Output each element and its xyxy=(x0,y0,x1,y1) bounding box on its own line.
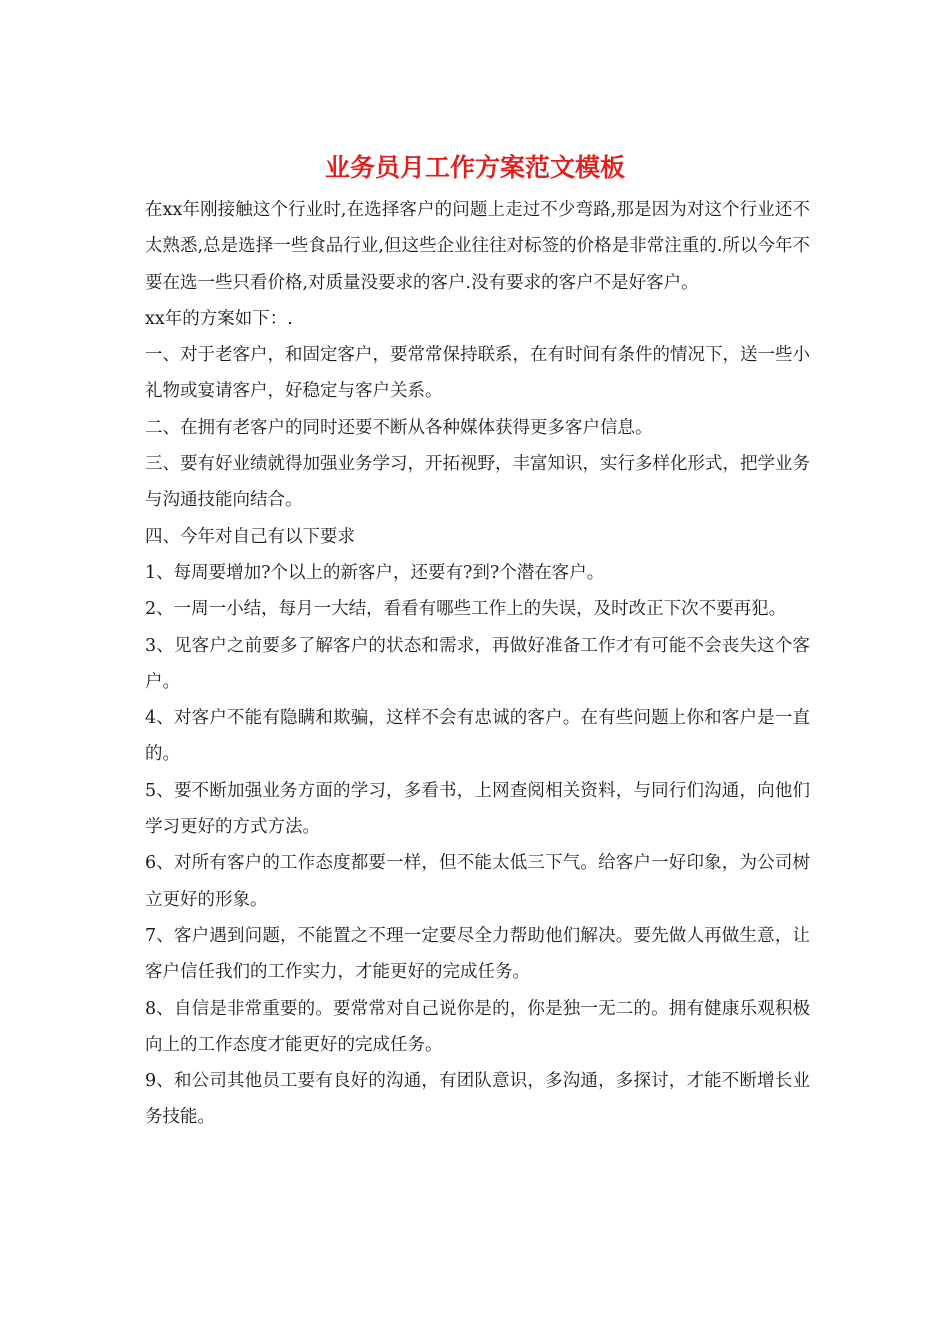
plan-item-3: 三、要有好业绩就得加强业务学习，开拓视野，丰富知识，实行多样化形式，把学业务与沟通技能向结合。 xyxy=(145,454,810,511)
plan-item-4: 四、今年对自己有以下要求 xyxy=(145,526,355,547)
requirement-7: 7、客户遇到问题，不能置之不理一定要尽全力帮助他们解决。要先做人再做生意，让客户信任我们的工作实力，才能更好的完成任务。 xyxy=(145,925,810,983)
requirement-6: 6、对所有客户的工作态度都要一样，但不能太低三下气。给客户一好印象，为公司树立更好的形象。 xyxy=(145,853,810,910)
requirement-2: 2、一周一小结，每月一大结，看看有哪些工作上的失误，及时改正下次不要再犯。 xyxy=(145,599,787,620)
document-body xyxy=(145,192,810,1136)
plan-heading: xx年的方案如下：. xyxy=(145,308,293,329)
intro-paragraph: 在xx年刚接触这个行业时,在选择客户的问题上走过不少弯路,那是因为对这个行业还不太熟悉,总是选择一些食品行业,但这些企业往往对标签的价格是非常注重的.所以今年不要在选一些只看价格,对质量没要求的客户.没有要求的客户不是好客户。 xyxy=(145,200,810,293)
document-title: 业务员月工作方案范文模板 xyxy=(324,153,625,182)
requirement-8: 8、自信是非常重要的。要常常对自己说你是的，你是独一无二的。拥有健康乐观积极向上的工作态度才能更好的完成任务。 xyxy=(145,998,810,1055)
plan-item-2: 二、在拥有老客户的同时还要不断从各种媒体获得更多客户信息。 xyxy=(145,417,653,438)
requirement-4: 4、对客户不能有隐瞒和欺骗，这样不会有忠诚的客户。在有些问题上你和客户是一直的。 xyxy=(145,708,810,765)
plan-item-1: 一、对于老客户，和固定客户，要常常保持联系，在有时间有条件的情况下，送一些小礼物或宴请客户，好稳定与客户关系。 xyxy=(145,345,810,402)
requirement-9: 9、和公司其他员工要有良好的沟通，有团队意识，多沟通，多探讨，才能不断增长业务技能。 xyxy=(145,1071,810,1128)
requirement-3: 3、见客户之前要多了解客户的状态和需求，再做好准备工作才有可能不会丧失这个客户。 xyxy=(145,635,810,692)
requirement-5: 5、要不断加强业务方面的学习，多看书，上网查阅相关资料，与同行们沟通，向他们学习更好的方式方法。 xyxy=(145,780,810,838)
requirement-1: 1、每周要增加?个以上的新客户，还要有?到?个潜在客户。 xyxy=(145,562,605,583)
